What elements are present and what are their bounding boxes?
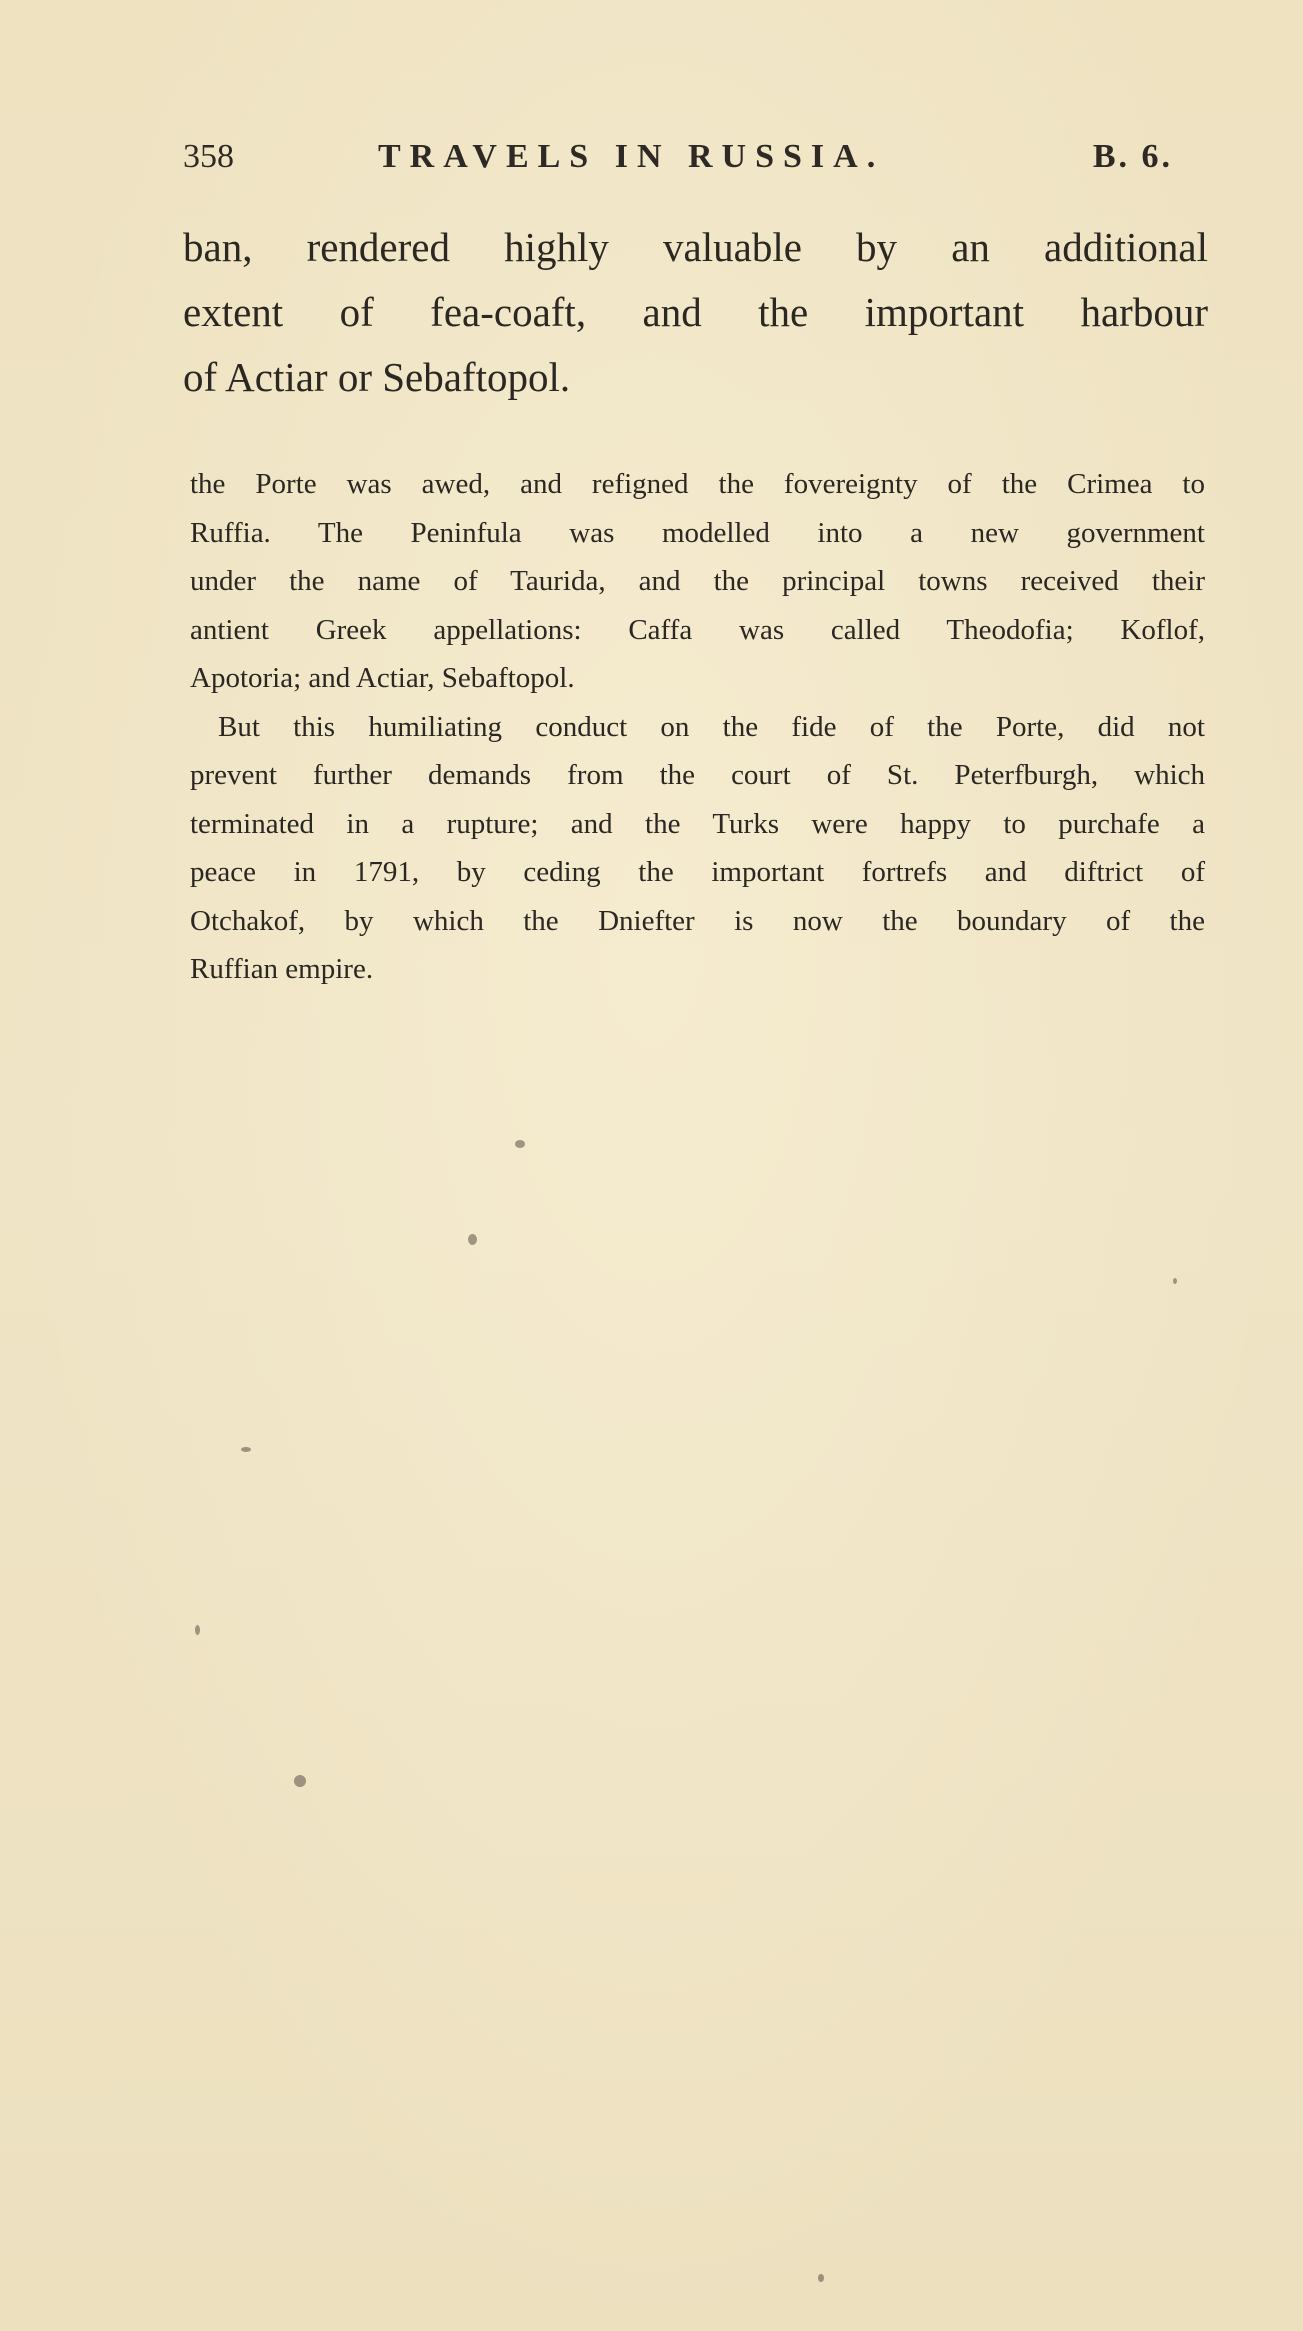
lead-line: extent of fea-coaft, and the important harbour	[183, 289, 1208, 335]
footnote-line: But this humiliating conduct on the fide of the Porte, did not	[218, 710, 1205, 743]
paper-speck	[241, 1447, 251, 1452]
paper-speck	[515, 1140, 525, 1148]
footnote-line: prevent further demands from the court of St. Peterfburgh, which	[190, 759, 1205, 791]
footnote-line: under the name of Taurida, and the principal towns received their	[190, 565, 1205, 597]
paper-speck	[195, 1625, 200, 1635]
footnote-line: Ruffia. The Peninfula was modelled into a new government	[190, 516, 1205, 549]
lead-paragraph	[183, 215, 1208, 410]
running-head	[183, 138, 1173, 188]
page-number: 358	[183, 138, 234, 175]
footnote-line: antient Greek appellations: Caffa was called Theodofia; Koflof,	[190, 613, 1205, 646]
footnote-line: the Porte was awed, and refigned the fovereignty of the Crimea to	[190, 468, 1205, 500]
lead-line: of Actiar or Sebaftopol.	[183, 354, 571, 400]
paper-speck	[294, 1775, 306, 1787]
footnote-line: peace in 1791, by ceding the important fortrefs and diftrict of	[190, 856, 1205, 888]
running-title: TRAVELS IN RUSSIA.	[378, 138, 885, 175]
lead-line: ban, rendered highly valuable by an additional	[183, 224, 1208, 270]
footnote-line: terminated in a rupture; and the Turks were happy to purchafe a	[190, 807, 1205, 840]
paper-speck	[818, 2274, 824, 2282]
footnote-line: Otchakof, by which the Dniefter is now the boundary of the	[190, 904, 1205, 937]
paper-speck	[468, 1234, 477, 1245]
paper-speck	[1173, 1278, 1177, 1284]
footnote-text	[190, 460, 1205, 994]
footnote-line: Ruffian empire.	[190, 953, 374, 985]
footnote-line: Apotoria; and Actiar, Sebaftopol.	[190, 662, 575, 694]
book-number: B. 6.	[1092, 138, 1173, 175]
